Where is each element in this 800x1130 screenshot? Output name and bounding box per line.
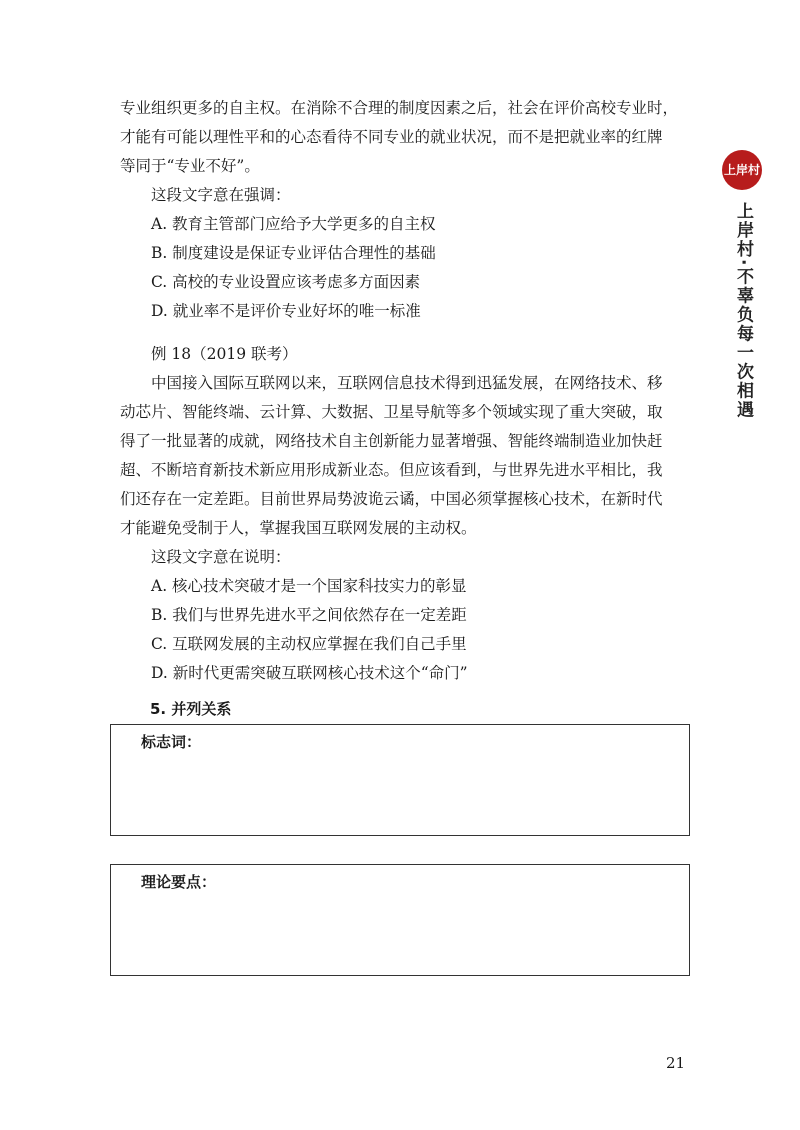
option-d: D. 就业率不是评价专业好坏的唯一标准 (151, 302, 421, 320)
keywords-label: 标志词： (141, 733, 202, 751)
option-b: B. 我们与世界先进水平之间依然存在一定差距 (151, 606, 467, 624)
example-line: 才能避免受制于人，掌握我国互联网发展的主动权。 (120, 519, 477, 537)
section-title: 5. 并列关系 (150, 700, 232, 718)
side-brand (722, 150, 762, 419)
page-number: 21 (666, 1054, 686, 1072)
brand-stamp-icon: 上岸村 (722, 150, 762, 190)
side-slogan: 上岸村·不辜负每一次相遇 (733, 202, 753, 420)
intro-line: 等同于“专业不好”。 (120, 157, 260, 175)
example-line: 得了一批显著的成就，网络技术自主创新能力显著增强、智能终端制造业加快赶 (120, 432, 663, 450)
question-text: 这段文字意在说明： (151, 548, 291, 566)
example-line: 们还存在一定差距。目前世界局势波诡云谲，中国必须掌握核心技术，在新时代 (120, 490, 663, 508)
intro-line: 才能有可能以理性平和的心态看待不同专业的就业状况，而不是把就业率的红牌 (120, 128, 663, 146)
intro-line: 专业组织更多的自主权。在消除不合理的制度因素之后，社会在评价高校专业时， (120, 99, 679, 117)
example-line: 中国接入国际互联网以来，互联网信息技术得到迅猛发展，在网络技术、移 (151, 374, 663, 392)
example-line: 动芯片、智能终端、云计算、大数据、卫星导航等多个领域实现了重大突破，取 (120, 403, 663, 421)
theory-box (110, 864, 690, 976)
option-b: B. 制度建设是保证专业评估合理性的基础 (151, 244, 436, 262)
option-c: C. 高校的专业设置应该考虑多方面因素 (151, 273, 421, 291)
keywords-box (110, 724, 690, 836)
option-c: C. 互联网发展的主动权应掌握在我们自己手里 (151, 635, 467, 653)
example-line: 超、不断培育新技术新应用形成新业态。但应该看到，与世界先进水平相比，我 (120, 461, 663, 479)
option-a: A. 核心技术突破才是一个国家科技实力的彰显 (151, 577, 467, 595)
page-content (120, 94, 700, 688)
theory-label: 理论要点： (141, 873, 217, 891)
option-a: A. 教育主管部门应给予大学更多的自主权 (151, 215, 436, 233)
option-d: D. 新时代更需突破互联网核心技术这个“命门” (151, 664, 468, 682)
question-text: 这段文字意在强调： (151, 186, 291, 204)
example-label: 例 18（2019 联考） (151, 345, 298, 363)
